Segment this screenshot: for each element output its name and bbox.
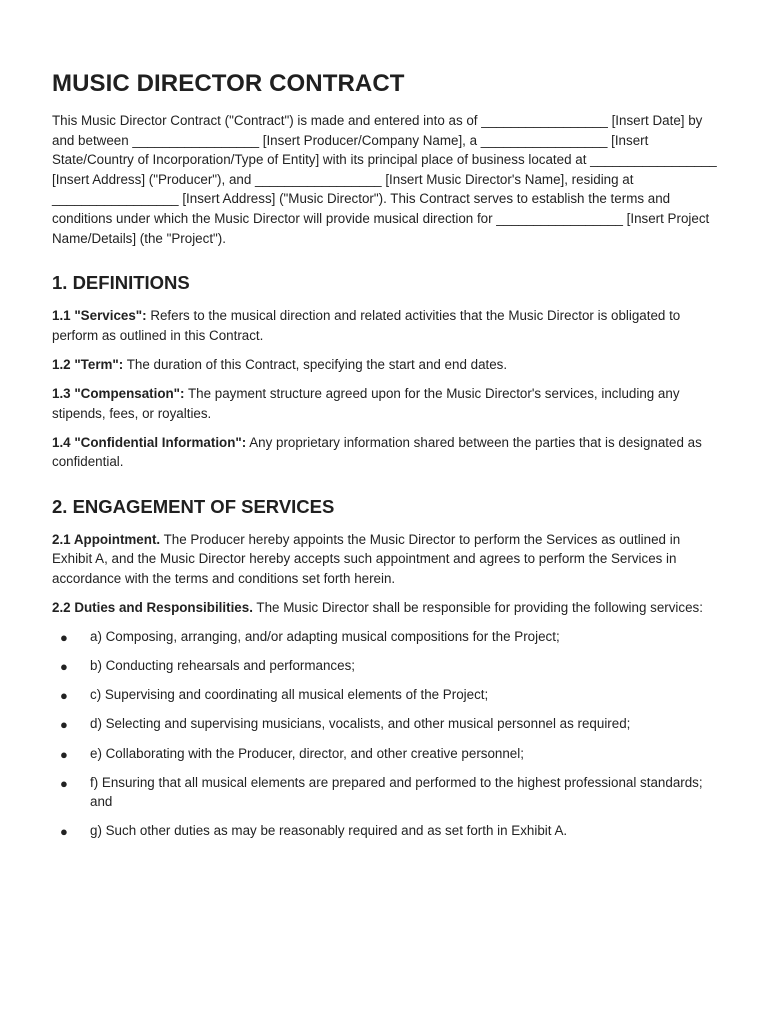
- duty-text: f) Ensuring that all musical elements are prepared and performed to the highest professional standards; and: [90, 774, 703, 810]
- clause-2-2: [52, 598, 724, 618]
- clause-term: 1.1 "Services":: [52, 308, 147, 324]
- bullet-icon: ●: [60, 630, 68, 646]
- clause-term: 1.4 "Confidential Information":: [52, 434, 247, 450]
- document-title: MUSIC DIRECTOR CONTRACT: [52, 70, 405, 97]
- section-heading-definitions: 1. DEFINITIONS: [52, 272, 190, 294]
- engagement-clauses: [52, 530, 724, 841]
- clause-text: Any proprietary information shared between the parties that is designated as confidential.: [52, 434, 702, 470]
- clause-text: The payment structure agreed upon for the Music Director's services, including any stipends, fees, or royalties.: [52, 385, 680, 421]
- clause-text: Refers to the musical direction and related activities that the Music Director is obligated to perform as outlined in this Contract.: [52, 308, 681, 343]
- clause-text: The duration of this Contract, specifying the start and end dates.: [123, 356, 508, 372]
- bullet-icon: ●: [60, 746, 68, 762]
- duty-text: g) Such other duties as may be reasonably required and as set forth in Exhibit A.: [90, 823, 568, 839]
- clause-1-3: [52, 384, 724, 423]
- clause-1-2: [52, 355, 724, 375]
- bullet-icon: ●: [60, 659, 68, 675]
- list-item: [52, 656, 724, 676]
- clause-1-4: [52, 433, 724, 472]
- clause-text: The Music Director shall be responsible for providing the following services:: [252, 600, 703, 616]
- definitions-list: [52, 306, 724, 472]
- list-item: [52, 714, 724, 734]
- clause-2-1: [52, 530, 724, 589]
- duty-text: d) Selecting and supervising musicians, vocalists, and other musical personnel as required;: [90, 716, 631, 732]
- clause-1-1: [52, 306, 724, 345]
- list-item: [52, 627, 724, 647]
- duty-text: b) Conducting rehearsals and performances;: [90, 658, 355, 674]
- list-item: [52, 773, 724, 812]
- bullet-icon: ●: [60, 775, 68, 791]
- clause-term: 2.1 Appointment.: [52, 531, 161, 547]
- bullet-icon: ●: [60, 717, 68, 733]
- duty-text: a) Composing, arranging, and/or adapting musical compositions for the Project;: [90, 629, 560, 645]
- clause-text: The Producer hereby appoints the Music Director to perform the Services as outlined in Exhibit A, and the Music Director hereby accepts such appointment and agrees to perform the Services in accordance with the terms and conditions set forth herein.: [52, 531, 681, 586]
- bullet-icon: ●: [60, 688, 68, 704]
- clause-term: 1.3 "Compensation":: [52, 385, 185, 401]
- list-item: [52, 744, 724, 764]
- duties-list: [52, 627, 724, 841]
- list-item: [52, 821, 724, 841]
- bullet-icon: ●: [60, 824, 68, 840]
- section-heading-engagement: 2. ENGAGEMENT OF SERVICES: [52, 495, 335, 517]
- duty-text: c) Supervising and coordinating all musical elements of the Project;: [90, 687, 489, 703]
- list-item: [52, 685, 724, 705]
- clause-term: 1.2 "Term":: [52, 356, 124, 372]
- clause-term: 2.2 Duties and Responsibilities.: [52, 600, 253, 616]
- duty-text: e) Collaborating with the Producer, director, and other creative personnel;: [90, 745, 524, 761]
- contract-page: [52, 68, 724, 850]
- intro-paragraph: This Music Director Contract ("Contract") is made and entered into as of _________________ [Insert Date] by and between _________________ [Insert Producer/Company Name], a _________________ [Insert State/Country of Incorporation/Type of Entity] with its principal place of business located at _________________ [Insert Address] ("Producer"), and _________________ [Insert Music Director's Name], residing at _________________ [Insert Address] ("Music Director"). This Contract serves to establish the terms and conditions under which the Music Director will provide musical direction for _________________ [Insert Project Name/Details] (the "Project").: [52, 113, 717, 246]
